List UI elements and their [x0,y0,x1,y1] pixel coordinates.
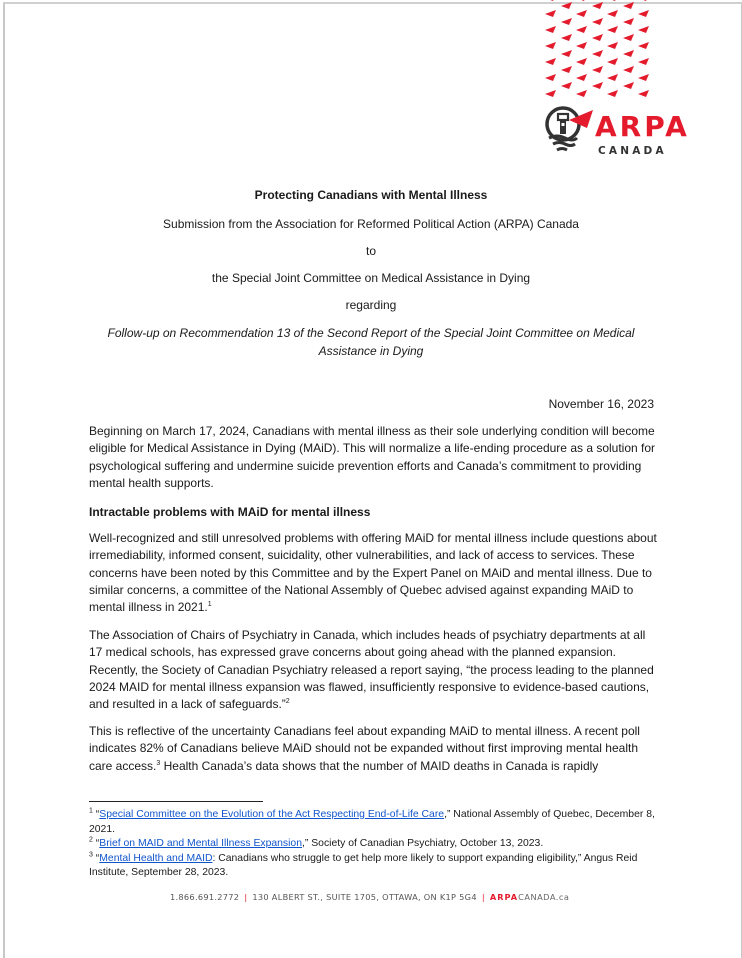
footnote-number: 2 [89,836,93,844]
footnote-3-text: : Canadians who struggle to get help more likely to support expanding eligibility,” Angus Reid Institute, September 28, 2023. [89,852,638,879]
intro-paragraph [89,423,657,492]
paragraph-3 [89,723,657,775]
document-title: Protecting Canadians with Mental Illness [254,188,488,202]
footnote-2 [89,837,659,852]
quote-mark: “ [92,838,100,850]
submission-line: Submission from the Association for Reformed Political Action (ARPA) Canada [163,217,579,231]
paragraph-2 [89,627,657,713]
footnote-1-text: ,” National Assembly of Quebec, December 8, 2021. [89,809,655,835]
footnote-3 [89,852,659,881]
footnote-2-text: ,” Society of Canadian Psychiatry, October 13, 2023. [302,838,544,850]
paragraph-3-text-before: This is reflective of the uncertainty Canadians feel about expanding MAiD to mental illness. A recent poll indicates 82% of Canadians believe MAiD should not be expanded without first improving mental health care access. [89,724,640,773]
intro-text: Beginning on March 17, 2024, Canadians with mental illness as their sole underlying condition will become eligible for Medical Assistance in Dying (MAiD). This will normalize a life-ending procedure as a solution for psychological suffering and undermine suicide prevention efforts and Canada’s commitment to providing mental health supports. [89,424,656,490]
logo-wordmark: ARPA [595,110,690,143]
footnotes [89,808,659,881]
footnote-3-link[interactable]: Mental Health and MAID [99,852,213,864]
footnote-ref-3[interactable]: 3 [156,759,161,767]
footnote-separator [89,801,263,802]
committee-line: the Special Joint Committee on Medical Assistance in Dying [211,271,531,285]
submission-date: November 16, 2023 [548,397,654,411]
arpa-canada-logo [543,104,688,160]
paragraph-1 [89,530,657,616]
section-heading: Intractable problems with MAiD for mental illness [89,505,371,519]
page-footer [170,892,569,902]
paragraph-1-text: Well-recognized and still unresolved problems with offering MAiD for mental illness include questions about irremediability, informed consent, suicidality, other vulnerabilities, and lack of access to services. These concerns have been noted by this Committee and by the Expert Panel on MAiD and mental illness. Due to similar concerns, a committee of the National Assembly of Quebec advised against expanding MAiD to mental illness in 2021. [89,531,657,615]
regarding-line: regarding [345,298,397,312]
triangle-pattern-decoration [0,0,742,100]
quote-mark: “ [92,809,100,820]
footnote-1 [89,808,659,837]
to-line: to [365,244,376,258]
footer-separator: | [244,892,248,902]
footer-site-brand: ARPA [489,892,519,902]
subject-line: Follow-up on Recommendation 13 of the Second Report of the Special Joint Committee on Medical Assistance in Dying [107,326,635,358]
footnote-number: 1 [89,807,93,815]
lighthouse-icon [543,104,595,160]
logo-subtitle: CANADA [598,145,667,157]
footer-phone: 1.866.691.2772 [170,892,240,902]
footer-site-domain: CANADA.ca [518,892,570,902]
paragraph-2-text: The Association of Chairs of Psychiatry in Canada, which includes heads of psychiatry departments at all 17 medical schools, has expressed grave concerns about going ahead with the planned expansion. Recently, the Society of Canadian Psychiatry released a report saying, “the process leading to the planned 2024 MAID for mental illness expansion was flawed, insufficiently responsive to evidence-based cautions, and resulted in a lack of safeguards.” [89,628,654,712]
footer-separator: | [481,892,485,902]
footnote-number: 3 [89,851,93,859]
quote-mark: “ [92,852,100,864]
footnote-2-link[interactable]: Brief on MAID and Mental Illness Expansion [99,838,302,850]
footnote-ref-1[interactable]: 1 [207,601,212,609]
footnote-ref-2[interactable]: 2 [285,698,290,706]
paragraph-3-text-after: Health Canada’s data shows that the number of MAID deaths in Canada is rapidly [160,758,599,773]
footnote-1-link[interactable]: Special Committee on the Evolution of the Act Respecting End-of-Life Care [99,809,445,820]
footer-address: 130 ALBERT ST., SUITE 1705, OTTAWA, ON K1P 5G4 [252,892,477,902]
